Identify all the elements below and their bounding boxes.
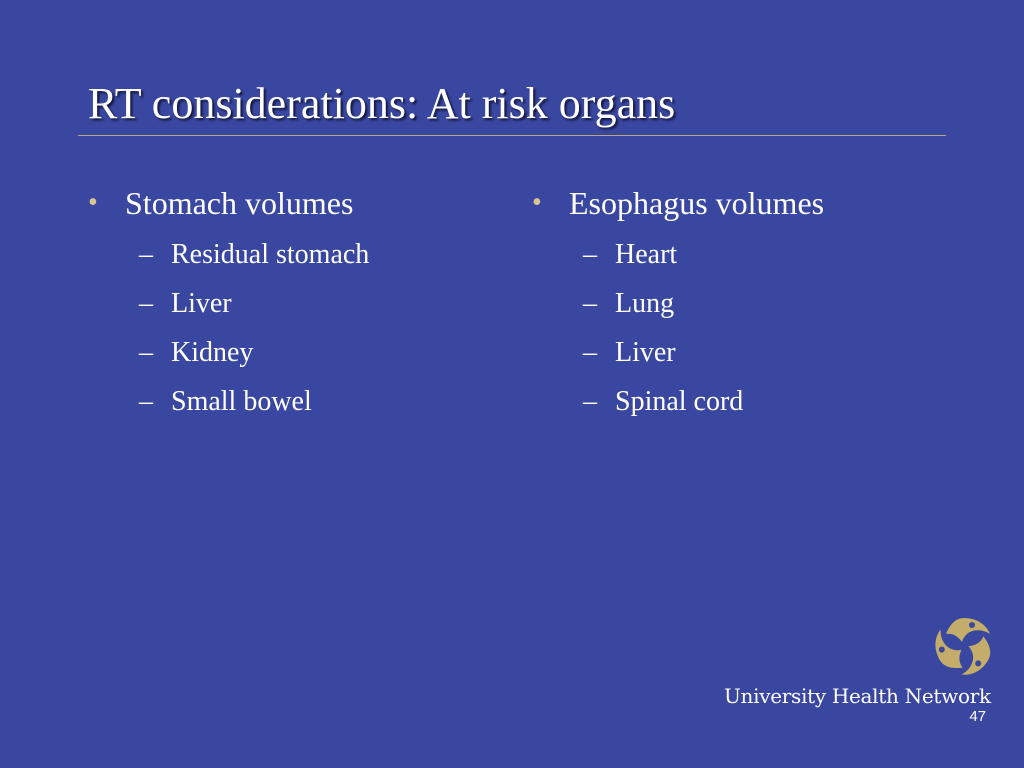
left-column xyxy=(88,180,508,426)
dash-marker: – xyxy=(139,386,153,417)
slide-title: RT considerations: At risk organs xyxy=(88,79,676,128)
sub-bullet-text: Liver xyxy=(171,288,232,319)
dash-marker: – xyxy=(583,239,597,270)
sub-bullet-text: Residual stomach xyxy=(171,239,370,270)
dash-marker: – xyxy=(139,288,153,319)
bullet-dot: • xyxy=(532,187,542,218)
sub-bullet-text: Liver xyxy=(615,337,676,368)
right-column xyxy=(532,180,952,426)
sub-bullet-list xyxy=(532,230,952,426)
sub-bullet-item xyxy=(88,230,508,279)
sub-bullet-text: Heart xyxy=(615,239,678,270)
dash-marker: – xyxy=(583,288,597,319)
dash-marker: – xyxy=(139,239,153,270)
bullet-dot: • xyxy=(88,187,98,218)
sub-bullet-item xyxy=(532,230,952,279)
sub-bullet-text: Spinal cord xyxy=(615,386,744,417)
bullet-heading: Stomach volumes xyxy=(125,185,354,221)
sub-bullet-item xyxy=(88,328,508,377)
sub-bullet-item xyxy=(532,328,952,377)
sub-bullet-item xyxy=(88,279,508,328)
page-number: 47 xyxy=(969,708,986,725)
sub-bullet-text: Lung xyxy=(615,288,675,319)
bullet-esophagus-volumes xyxy=(532,180,952,226)
sub-bullet-item xyxy=(532,279,952,328)
organization-name: University Health Network xyxy=(724,684,991,708)
sub-bullet-item xyxy=(88,377,508,426)
dash-marker: – xyxy=(583,386,597,417)
dash-marker: – xyxy=(583,337,597,368)
dash-marker: – xyxy=(139,337,153,368)
sub-bullet-text: Kidney xyxy=(171,337,254,368)
bullet-heading: Esophagus volumes xyxy=(569,185,825,221)
sub-bullet-item xyxy=(532,377,952,426)
bullet-stomach-volumes xyxy=(88,180,508,226)
sub-bullet-text: Small bowel xyxy=(171,386,312,417)
title-divider xyxy=(78,135,946,136)
sub-bullet-list xyxy=(88,230,508,426)
uhn-swirl-logo-icon xyxy=(932,614,996,678)
